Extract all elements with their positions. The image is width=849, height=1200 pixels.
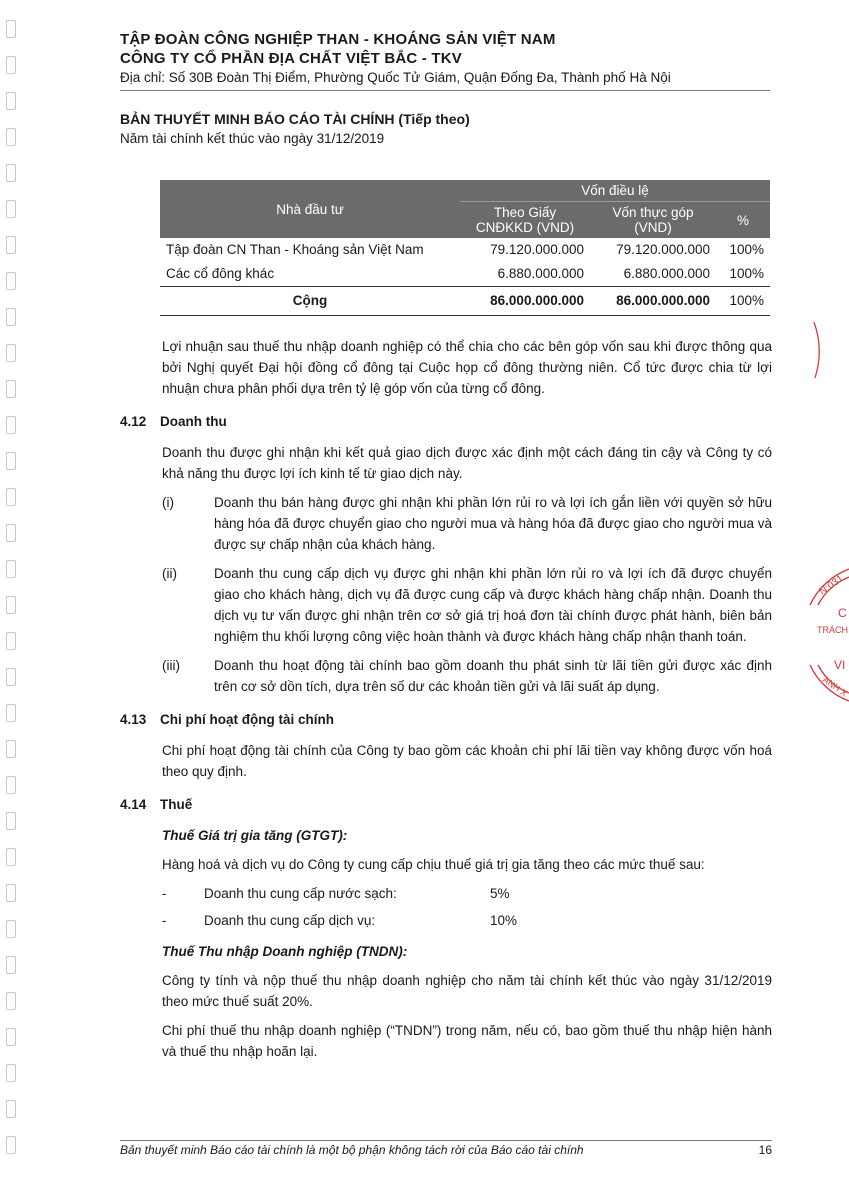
stamp-text-mid: TRÁCH <box>817 625 848 635</box>
col-actual: Vốn thực góp (VND) <box>590 202 716 239</box>
company-seal-stamp <box>800 565 849 705</box>
vat-intro: Hàng hoá và dịch vụ do Công ty cung cấp chịu thuế giá trị gia tăng theo các mức thuế sau: <box>162 857 705 872</box>
total-actual: 86.000.000.000 <box>590 287 716 316</box>
total-license: 86.000.000.000 <box>460 287 590 316</box>
page-number: 16 <box>758 1143 772 1157</box>
actual-capital: 6.880.000.000 <box>623 266 710 281</box>
item-text: Doanh thu cung cấp dịch vụ được ghi nhận khi phần lớn rủi ro và lợi ích đã được chuyển giao cho khách hàng, dịch vụ đã được cung cấp và được khách hàng chấp nhận. Doanh thu dịch vụ tư vấn được ghi nhận trên cơ sở giá trị hoá đơn tài chính được phát hành, biên bản nghiệm thu khối lượng công việc hoàn thành và được khách hàng chấp nhận thanh toán. <box>214 566 772 644</box>
section-4-12-heading <box>120 411 772 432</box>
vat-item-label: Doanh thu cung cấp nước sạch: <box>204 886 397 901</box>
list-item <box>162 883 772 904</box>
investor-name: Các cổ đông khác <box>166 266 275 281</box>
vat-item-rate: 10% <box>490 913 518 928</box>
revenue-intro: Doanh thu được ghi nhận khi kết quả giao dịch được xác định một cách đáng tin cậy và Công ty có khả năng thu được lợi ích kinh tế từ giao dịch này. <box>162 445 772 481</box>
investor-name: Tập đoàn CN Than - Khoáng sản Việt Nam <box>166 242 424 257</box>
stamp-text-c: C <box>838 606 847 620</box>
capital-pct: 100% <box>729 266 764 281</box>
cit-text-1: Công ty tính và nộp thuế thu nhập doanh nghiệp cho năm tài chính kết thúc vào ngày 31/12/2019 theo mức thuế suất 20%. <box>162 973 772 1009</box>
report-title: BẢN THUYẾT MINH BÁO CÁO TÀI CHÍNH (Tiếp theo) <box>120 111 470 127</box>
stamp-text-top: N:031 <box>817 573 846 598</box>
actual-capital: 79.120.000.000 <box>616 242 710 257</box>
cit-title: Thuế Thu nhập Doanh nghiệp (TNDN): <box>162 944 408 959</box>
vat-item-rate: 5% <box>490 886 510 901</box>
bullet-dash: - <box>162 886 167 901</box>
list-item <box>162 563 772 647</box>
col-pct: % <box>716 202 770 239</box>
list-item <box>162 910 772 931</box>
page-header <box>120 30 770 146</box>
col-group-capital: Vốn điều lệ <box>460 180 770 202</box>
section-number: 4.13 <box>120 712 147 727</box>
signature-mark <box>812 320 824 380</box>
table-row <box>160 262 770 287</box>
section-4-14-heading <box>120 794 772 815</box>
list-item <box>162 492 772 555</box>
cit-text-2: Chi phí thuế thu nhập doanh nghiệp (“TNDN”) trong năm, nếu có, bao gồm thuế thu nhập hiện hành và thuế thu nhập hoãn lại. <box>162 1023 772 1059</box>
document-body <box>120 336 772 1070</box>
stamp-text-vi: VI <box>834 658 846 672</box>
item-text: Doanh thu hoạt động tài chính bao gồm doanh thu phát sinh từ lãi tiền gửi được xác định trên cơ sở dồn tích, dựa trên số dư các khoản tiền gửi và lãi suất áp dụng. <box>214 658 772 694</box>
investor-capital-table <box>160 180 770 316</box>
capital-pct: 100% <box>729 242 764 257</box>
item-label: (ii) <box>162 566 177 581</box>
footer-note: Bản thuyết minh Báo cáo tài chính là một bộ phận không tách rời của Báo cáo tài chính <box>120 1143 584 1157</box>
section-title: Chi phí hoạt động tài chính <box>160 712 334 727</box>
item-text: Doanh thu bán hàng được ghi nhận khi phần lớn rủi ro và lợi ích gắn liền với quyền sở hữu hàng hóa đã được chuyển giao cho người mua và hàng hóa đã được giao cho người mua và được sự chấp nhận của khách hàng. <box>214 495 772 552</box>
vat-title: Thuế Giá trị gia tăng (GTGT): <box>162 828 348 843</box>
section-4-13-heading <box>120 709 772 730</box>
page-footer <box>120 1140 772 1157</box>
item-label: (iii) <box>162 658 180 673</box>
item-label: (i) <box>162 495 174 510</box>
section-number: 4.12 <box>120 414 147 429</box>
group-name: TẬP ĐOÀN CÔNG NGHIỆP THAN - KHOÁNG SẢN VIỆT NAM <box>120 31 556 48</box>
vat-item-label: Doanh thu cung cấp dịch vụ: <box>204 913 376 928</box>
binding-holes <box>6 20 20 1172</box>
table-row <box>160 238 770 262</box>
total-pct: 100% <box>716 287 770 316</box>
section-number: 4.14 <box>120 797 147 812</box>
report-subtitle: Năm tài chính kết thúc vào ngày 31/12/2019 <box>120 131 385 146</box>
section-title: Doanh thu <box>160 414 227 429</box>
company-name: CÔNG TY CỔ PHẦN ĐỊA CHẤT VIỆT BẮC - TKV <box>120 50 462 67</box>
total-row <box>160 287 770 316</box>
license-capital: 79.120.000.000 <box>490 242 584 257</box>
company-address: Địa chỉ: Số 30B Đoàn Thị Điểm, Phường Quốc Tử Giám, Quận Đống Đa, Thành phố Hà Nội <box>120 68 770 91</box>
total-label: Cộng <box>160 287 460 316</box>
section-title: Thuế <box>160 797 193 812</box>
col-investor: Nhà đầu tư <box>160 180 460 238</box>
profit-note: Lợi nhuận sau thuế thu nhập doanh nghiệp có thể chia cho các bên góp vốn sau khi được thông qua bởi Nghị quyết Đại hội đồng cổ đông tại Cuộc họp cổ đông thường niên. Cổ tức được chia từ lợi nhuận chưa phân phối dựa trên tỷ lệ góp vốn của từng cổ đông. <box>162 339 772 396</box>
col-license: Theo Giấy CNĐKKD (VND) <box>460 202 590 239</box>
license-capital: 6.880.000.000 <box>497 266 584 281</box>
list-item <box>162 655 772 697</box>
bullet-dash: - <box>162 913 167 928</box>
stamp-text-bottom: ANH X <box>820 674 849 699</box>
finance-cost-text: Chi phí hoạt động tài chính của Công ty bao gồm các khoản chi phí lãi tiền vay không được vốn hoá theo quy định. <box>162 743 772 779</box>
